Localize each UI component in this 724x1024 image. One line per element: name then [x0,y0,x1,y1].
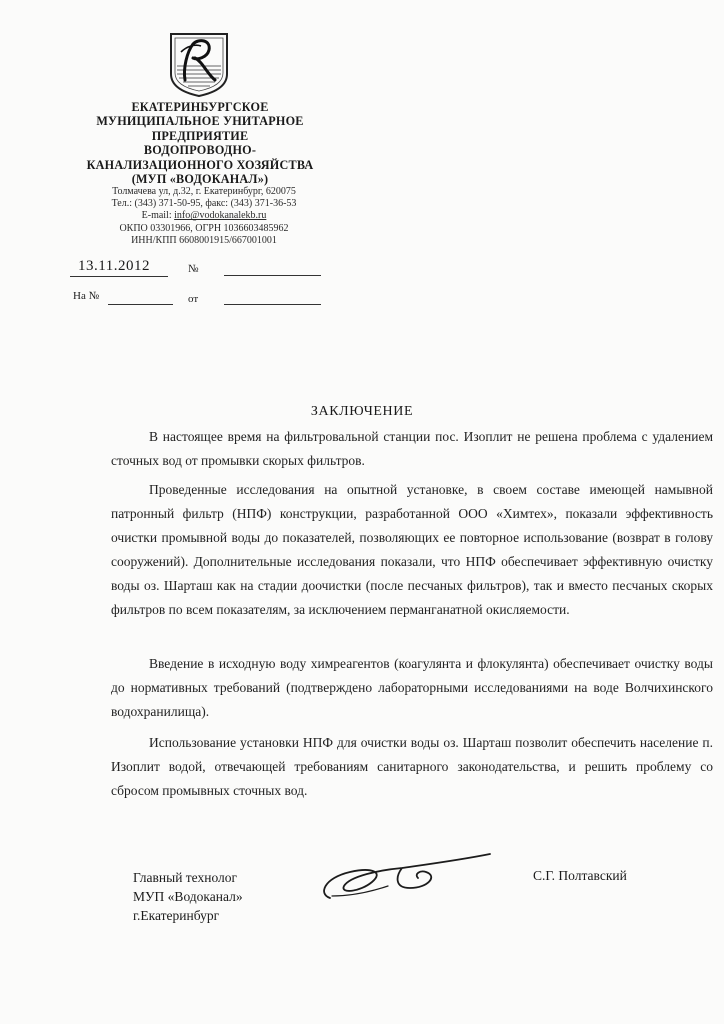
number-label: № [188,263,199,275]
contact-details [60,186,348,247]
okpo-ogrn: ОКПО 03301966, ОГРН 1036603485962 [119,222,289,234]
paragraph: Введение в исходную воду химреагентов (коагулянта и флокулянта) обеспечивает очистку воды до нормативных требований (подтверждено лабораторными исследованиями на воде Волчихинского водохранилища). [111,656,713,719]
ref-date-underline [224,304,321,305]
handwritten-signature [310,848,500,908]
phone-fax: Тел.: (343) 371-50-95, факс: (343) 371-36-53 [111,198,297,210]
paragraph: Проведенные исследования на опытной установке, в своем составе имеющей намывной патронный фильтр (НПФ) конструкции, разработанной ООО «Химтех», показали эффективность очистки промывной воды до показателей, позволяющих ее повторное использование (возврат в голову сооружений). Дополнительные исследования показали, что НПФ обеспечивает эффективную очистку воды оз. Шарташ как на стадии доочистки (после песчаных фильтров), так и вместо песчаных скорых фильтров по всем показателям, за исключением перманганатной окисляемости. [111,482,713,617]
ref-number-underline [108,304,173,305]
inn-kpp: ИНН/КПП 6608001915/667001001 [131,234,277,246]
org-line: ПРЕДПРИЯТИЕ [151,128,249,143]
position-line: г.Екатеринбург [133,908,220,923]
address: Толмачева ул, д.32, г. Екатеринбург, 620075 [112,186,296,197]
ref-number-label: На № [73,290,100,302]
org-line: МУНИЦИПАЛЬНОЕ УНИТАРНОЕ [96,114,304,129]
signatory-position [133,868,243,925]
document-title: ЗАКЛЮЧЕНИЕ [310,404,414,419]
outgoing-date: 13.11.2012 [78,258,150,274]
ref-from-label: от [188,293,199,305]
email-line [60,210,348,222]
vodokanal-emblem-icon [165,30,233,98]
date-underline [70,276,168,277]
paragraph: Использование установки НПФ для очистки воды оз. Шарташ позволит обеспечить население п. Изоплит водой, отвечающей требованиям санитарного законодательства, и решить проблему со сбросом промывных сточных вод. [111,735,713,798]
org-line: ЕКАТЕРИНБУРГСКОЕ [131,100,269,114]
email-label: E-mail: [141,210,172,222]
position-line: Главный технолог [133,870,238,885]
position-line: МУП «Водоканал» [133,889,243,904]
signatory-name: С.Г. Полтавский [533,868,627,883]
paragraph: В настоящее время на фильтровальной станции пос. Изоплит не решена проблема с удалением сточных вод от промывки скорых фильтров. [111,429,713,468]
org-line: (МУП «ВОДОКАНАЛ») [131,172,269,187]
org-line: КАНАЛИЗАЦИОННОГО ХОЗЯЙСТВА [86,157,314,172]
org-line: ВОДОПРОВОДНО- [143,143,257,158]
email-link[interactable]: info@vodokanalekb.ru [174,210,267,222]
number-underline [224,275,321,276]
organization-name [55,100,345,186]
